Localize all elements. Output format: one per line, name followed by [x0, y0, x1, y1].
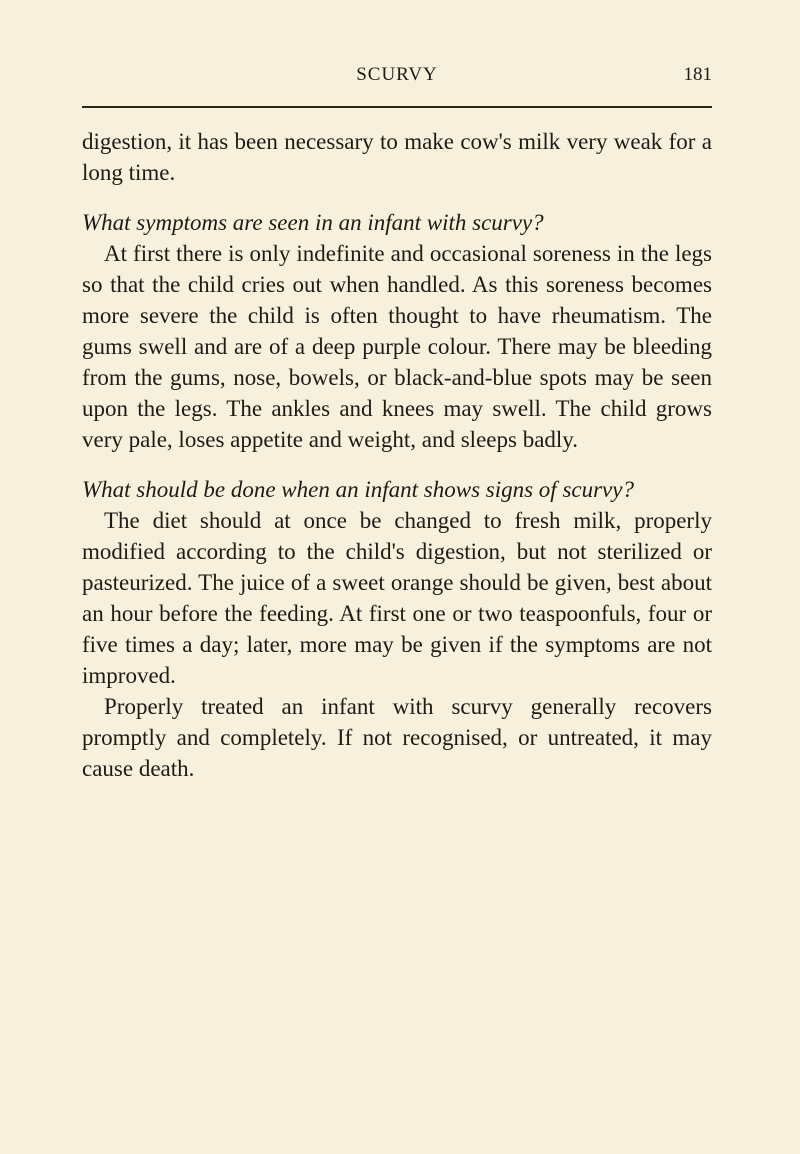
running-title: SCURVY [356, 64, 438, 85]
paragraph-treatment: The diet should at once be changed to fresh milk, properly modified according to the child's digestion, but not sterilized or pasteurized. The juice of a sweet orange should be given, best about an hour before the feeding. At first one or two teaspoonfuls, four or five times a day; later, more may be given if the symptoms are not improved. [82, 508, 712, 688]
question-heading-treatment: What should be done when an infant shows signs of scurvy? [82, 477, 634, 502]
page-body [82, 126, 712, 784]
book-page [82, 62, 712, 784]
question-heading-symptoms: What symptoms are seen in an infant with scurvy? [82, 210, 544, 235]
paragraph-symptoms: At first there is only indefinite and occasional soreness in the legs so that the child cries out when handled. As this soreness becomes more severe the child is often thought to have rheumatism. The gums swell and are of a deep purple colour. There may be bleeding from the gums, nose, bowels, or black-and-blue spots may be seen upon the legs. The ankles and knees may swell. The child grows very pale, loses appetite and weight, and sleeps badly. [82, 241, 712, 452]
paragraph-prognosis: Properly treated an infant with scurvy generally recovers promptly and completely. If not recognised, or untreated, it may cause death. [82, 694, 712, 781]
running-head [82, 62, 712, 90]
paragraph-continuation: digestion, it has been necessary to make cow's milk very weak for a long time. [82, 129, 712, 185]
header-rule [82, 106, 712, 108]
page-number: 181 [683, 64, 712, 85]
